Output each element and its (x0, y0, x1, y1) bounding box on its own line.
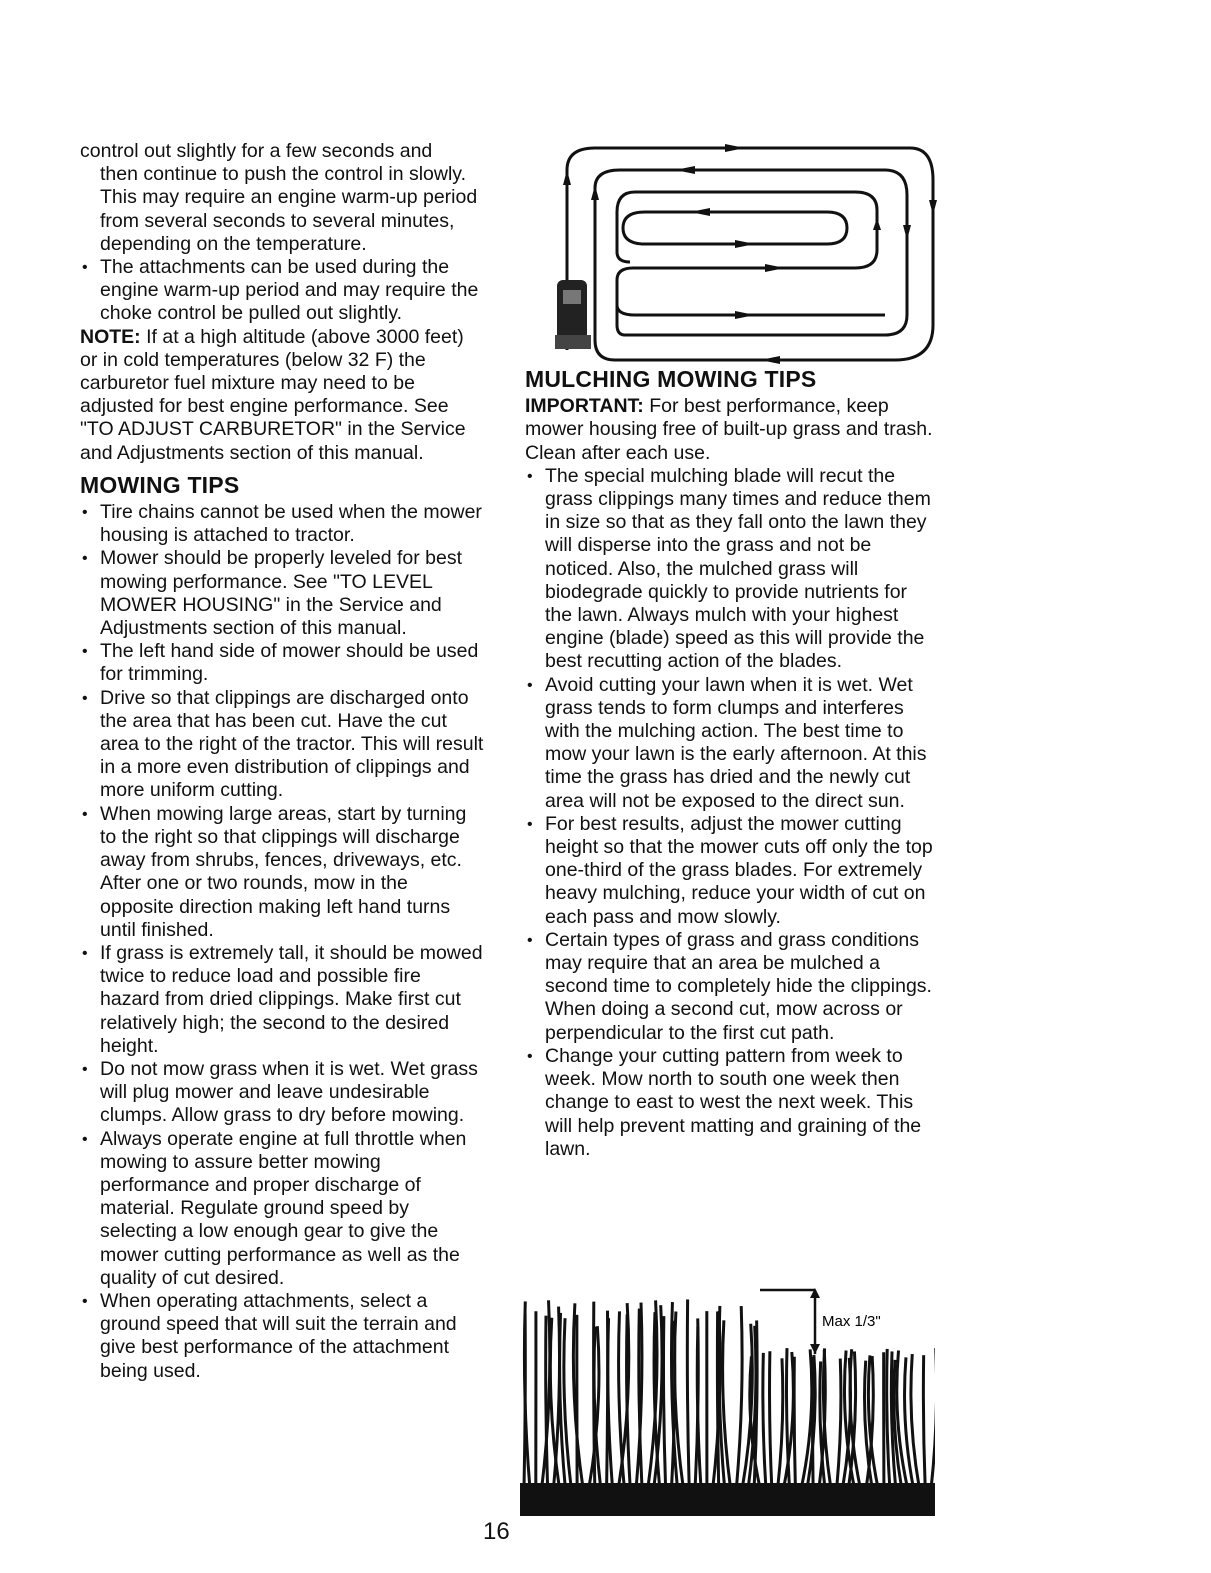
mowing-tip-1: • Tire chains cannot be used when the mower housing is attached to tractor. (80, 501, 485, 547)
grass-blade (663, 1316, 665, 1488)
important-text: For best performance, keep mower housing free of built-up grass and trash. Clean after each use. (525, 395, 933, 464)
important-paragraph (525, 395, 935, 465)
intro-first-line: control out slightly for a few seconds and (80, 140, 433, 162)
mowing-tip-6: • If grass is extremely tall, it should be mowed twice to reduce load and possible fire hazard from dried clippings. Make first cut relatively high; the second to the desired height. (80, 942, 485, 1058)
grass-blade (812, 1357, 813, 1488)
grass-blade (778, 1358, 783, 1488)
grass-blade (736, 1306, 742, 1488)
altitude-note (80, 326, 485, 465)
grass-blade (763, 1353, 766, 1488)
grass-blade (786, 1348, 789, 1488)
mowing-pattern-diagram (555, 140, 940, 365)
max-height-bracket (760, 1290, 815, 1354)
grass-blade (837, 1359, 841, 1488)
mowing-tip-8: • Always operate engine at full throttle when mowing to assure better mowing performance and proper discharge of material. Regulate ground speed by selecting a low enough gear to give the mower cutting performance as well as the quality of cut desired. (80, 1128, 485, 1290)
mowing-tip-5: • When mowing large areas, start by turning to the right so that clippings will discharge away from shrubs, fences, driveways, etc. After one or two rounds, mow in the opposite direction making left hand turns until finished. (80, 803, 485, 942)
mulching-tip-3: • For best results, adjust the mower cutting height so that the mower cuts off only the top one-third of the grass blades. For extremely heavy mulching, reduce your width of cut on each pass and mow slowly. (525, 813, 935, 929)
intro-continuation: then continue to push the control in slowly. This may require an engine warm-up period from several seconds to several minutes, depending on the temperature. (100, 163, 478, 255)
grass-blade (564, 1318, 571, 1488)
grass-height-illustration (520, 1278, 935, 1516)
mowing-tip-3: • The left hand side of mower should be used for trimming. (80, 640, 485, 686)
important-label: IMPORTANT: (525, 395, 644, 418)
grass-blade (823, 1348, 830, 1488)
mowing-tips-heading: MOWING TIPS (80, 471, 240, 498)
mulching-tip-5: • Change your cutting pattern from week to week. Mow north to south one week then change to east to west the next week. This will help prevent matting and graining of the lawn. (525, 1045, 935, 1161)
note-label: NOTE: (80, 325, 141, 348)
right-column (525, 368, 935, 1161)
mulching-tip-2: • Avoid cutting your lawn when it is wet. Wet grass tends to form clumps and interferes with the mulching action. The best time to mow your lawn is the early afternoon. At this time the grass has dried and the newly cut area will not be exposed to the direct sun. (525, 674, 935, 813)
mulching-tip-1: • The special mulching blade will recut the grass clippings many times and reduce them in size so that as they fall onto the lawn they will disperse into the grass and not be noticed. Also, the mulched grass will biodegrade quickly to provide nutrients for the lawn. Always mulch with your highest engine (blade) speed as this will provide the best recutting action of the blades. (525, 465, 935, 674)
grass-blade (931, 1348, 935, 1488)
page-number: 16 (483, 1518, 510, 1545)
max-one-third-label: Max 1/3" (822, 1313, 881, 1330)
note-text: If at a high altitude (above 3000 feet) or in cold temperatures (below 32 F) the carburetor fuel mixture may need to be adjusted for best engine performance. See "TO ADJUST CARBURETOR" in the Service and Adjustments section of this manual. (80, 325, 466, 464)
mowing-tip-7: • Do not mow grass when it is wet. Wet grass will plug mower and leave undesirable clumps. Allow grass to dry before mowing. (80, 1058, 485, 1128)
grass-blade (770, 1351, 772, 1488)
mulching-tips-heading: MULCHING MOWING TIPS (525, 366, 817, 392)
tractor-icon (555, 280, 591, 349)
grass-blade (546, 1316, 548, 1488)
mulching-tip-4: • Certain types of grass and grass conditions may require that an area be mulched a second time to completely hide the clippings. When doing a second cut, mow across or perpendicular to the first cut path. (525, 929, 935, 1045)
grass-blade (619, 1311, 625, 1488)
grass-blade (608, 1318, 613, 1488)
left-column (80, 140, 485, 1383)
mowing-tip-4: • Drive so that clippings are discharged onto the area that has been cut. Have the cut area to the right of the tractor. This will result in a more even distribution of clippings and more uniform cutting. (80, 687, 485, 803)
grass-blade (887, 1349, 890, 1488)
grass-blade (687, 1299, 689, 1488)
mowing-tip-2: • Mower should be properly leveled for best mowing performance. See "TO LEVEL MOWER HOUSING" in the Service and Adjustments section of this manual. (80, 547, 485, 640)
attachments-bullet: • The attachments can be used during the engine warm-up period and may require the choke control be pulled out slightly. (80, 256, 485, 326)
grass-blade (911, 1354, 919, 1488)
grass-blade (923, 1355, 925, 1488)
mowing-tip-9: • When operating attachments, select a ground speed that will suit the terrain and give best performance of the attachment being used. (80, 1290, 485, 1383)
grass-blade (794, 1357, 795, 1488)
